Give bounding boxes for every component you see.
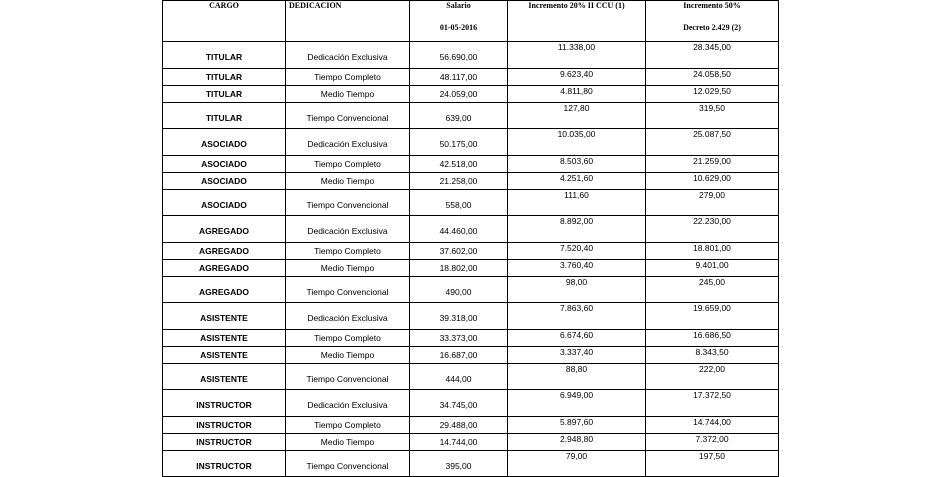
cell-incremento-50: 14.744,00	[646, 417, 779, 434]
table-row	[163, 216, 779, 243]
header-incremento-20: Incremento 20% II CCU (1)	[508, 1, 646, 42]
cell-cargo: ASISTENTE	[163, 330, 286, 347]
cell-salario: 18.802,00	[410, 260, 508, 277]
table-row	[163, 129, 779, 156]
table-row	[163, 243, 779, 260]
cell-salario: 395,00	[410, 451, 508, 477]
header-incremento-50	[646, 1, 779, 42]
cell-dedicacion: Medio Tiempo	[286, 434, 410, 451]
cell-dedicacion: Dedicación Exclusiva	[286, 42, 410, 69]
table-row	[163, 390, 779, 417]
cell-incremento-50: 17.372,50	[646, 390, 779, 417]
cell-cargo: ASOCIADO	[163, 129, 286, 156]
cell-incremento-50: 25.087,50	[646, 129, 779, 156]
cell-incremento-50: 245,00	[646, 277, 779, 303]
cell-incremento-50: 16.686,50	[646, 330, 779, 347]
cell-dedicacion: Dedicación Exclusiva	[286, 303, 410, 330]
table-row	[163, 260, 779, 277]
salary-table	[162, 0, 779, 477]
cell-incremento-20: 5.897,60	[508, 417, 646, 434]
cell-salario: 29.488,00	[410, 417, 508, 434]
cell-incremento-20: 2.948,80	[508, 434, 646, 451]
cell-incremento-20: 4.811,80	[508, 86, 646, 103]
cell-dedicacion: Dedicación Exclusiva	[286, 390, 410, 417]
cell-dedicacion: Dedicación Exclusiva	[286, 129, 410, 156]
cell-incremento-20: 98,00	[508, 277, 646, 303]
table-row	[163, 303, 779, 330]
cell-cargo: TITULAR	[163, 86, 286, 103]
cell-incremento-20: 111,60	[508, 190, 646, 216]
cell-incremento-50: 21.259,00	[646, 156, 779, 173]
cell-salario: 639,00	[410, 103, 508, 129]
cell-incremento-20: 3.760,40	[508, 260, 646, 277]
cell-incremento-20: 88,80	[508, 364, 646, 390]
cell-cargo: TITULAR	[163, 42, 286, 69]
cell-salario: 34.745,00	[410, 390, 508, 417]
cell-incremento-50: 222,00	[646, 364, 779, 390]
cell-salario: 490,00	[410, 277, 508, 303]
cell-cargo: ASOCIADO	[163, 156, 286, 173]
cell-incremento-20: 11.338,00	[508, 42, 646, 69]
header-salario	[410, 1, 508, 42]
cell-salario: 42.518,00	[410, 156, 508, 173]
cell-cargo: ASOCIADO	[163, 173, 286, 190]
cell-dedicacion: Dedicación Exclusiva	[286, 216, 410, 243]
cell-salario: 21.258,00	[410, 173, 508, 190]
header-cargo: CARGO	[163, 1, 286, 42]
header-row	[163, 1, 779, 42]
table-row	[163, 173, 779, 190]
table-row	[163, 69, 779, 86]
header-salario-label: Salario	[446, 1, 471, 10]
cell-incremento-20: 7.863,60	[508, 303, 646, 330]
cell-cargo: INSTRUCTOR	[163, 434, 286, 451]
cell-salario: 16.687,00	[410, 347, 508, 364]
cell-dedicacion: Medio Tiempo	[286, 86, 410, 103]
cell-cargo: ASISTENTE	[163, 303, 286, 330]
cell-incremento-20: 8.503,60	[508, 156, 646, 173]
header-inc50-label: Incremento 50%	[683, 1, 741, 10]
cell-dedicacion: Tiempo Convencional	[286, 190, 410, 216]
table-row	[163, 42, 779, 69]
table-row	[163, 434, 779, 451]
cell-salario: 44.460,00	[410, 216, 508, 243]
table-row	[163, 330, 779, 347]
cell-incremento-20: 10.035,00	[508, 129, 646, 156]
cell-cargo: AGREGADO	[163, 277, 286, 303]
cell-cargo: ASOCIADO	[163, 190, 286, 216]
cell-cargo: AGREGADO	[163, 260, 286, 277]
cell-cargo: INSTRUCTOR	[163, 451, 286, 477]
cell-salario: 48.117,00	[410, 69, 508, 86]
cell-salario: 56.690,00	[410, 42, 508, 69]
cell-incremento-50: 10.629,00	[646, 173, 779, 190]
cell-incremento-50: 7.372,00	[646, 434, 779, 451]
table-row	[163, 417, 779, 434]
cell-dedicacion: Tiempo Convencional	[286, 277, 410, 303]
cell-incremento-20: 7.520,40	[508, 243, 646, 260]
cell-dedicacion: Tiempo Completo	[286, 243, 410, 260]
header-salario-date: 01-05-2016	[439, 23, 478, 32]
cell-salario: 37.602,00	[410, 243, 508, 260]
cell-dedicacion: Medio Tiempo	[286, 260, 410, 277]
cell-salario: 14.744,00	[410, 434, 508, 451]
cell-dedicacion: Tiempo Completo	[286, 156, 410, 173]
cell-incremento-20: 6.949,00	[508, 390, 646, 417]
cell-cargo: INSTRUCTOR	[163, 390, 286, 417]
table-row	[163, 277, 779, 303]
cell-incremento-50: 279,00	[646, 190, 779, 216]
cell-incremento-20: 8.892,00	[508, 216, 646, 243]
cell-incremento-50: 8.343,50	[646, 347, 779, 364]
cell-salario: 50.175,00	[410, 129, 508, 156]
cell-incremento-50: 22.230,00	[646, 216, 779, 243]
cell-incremento-20: 4.251,60	[508, 173, 646, 190]
cell-dedicacion: Tiempo Completo	[286, 330, 410, 347]
cell-dedicacion: Tiempo Convencional	[286, 103, 410, 129]
table-row	[163, 190, 779, 216]
cell-dedicacion: Medio Tiempo	[286, 347, 410, 364]
table-row	[163, 347, 779, 364]
cell-incremento-20: 9.623,40	[508, 69, 646, 86]
cell-salario: 33.373,00	[410, 330, 508, 347]
cell-dedicacion: Tiempo Completo	[286, 69, 410, 86]
cell-incremento-50: 18.801,00	[646, 243, 779, 260]
cell-cargo: INSTRUCTOR	[163, 417, 286, 434]
cell-incremento-20: 127,80	[508, 103, 646, 129]
header-inc50-decree: Decreto 2.429 (2)	[683, 23, 741, 32]
cell-incremento-20: 79,00	[508, 451, 646, 477]
cell-incremento-50: 319,50	[646, 103, 779, 129]
cell-salario: 24.059,00	[410, 86, 508, 103]
cell-incremento-50: 12.029,50	[646, 86, 779, 103]
cell-cargo: AGREGADO	[163, 243, 286, 260]
cell-cargo: TITULAR	[163, 103, 286, 129]
cell-salario: 444,00	[410, 364, 508, 390]
table-row	[163, 451, 779, 477]
cell-cargo: ASISTENTE	[163, 347, 286, 364]
cell-incremento-50: 9.401,00	[646, 260, 779, 277]
cell-dedicacion: Tiempo Convencional	[286, 451, 410, 477]
cell-cargo: ASISTENTE	[163, 364, 286, 390]
cell-salario: 39.318,00	[410, 303, 508, 330]
table-body	[163, 42, 779, 477]
cell-dedicacion: Tiempo Convencional	[286, 364, 410, 390]
cell-cargo: TITULAR	[163, 69, 286, 86]
cell-incremento-20: 3.337,40	[508, 347, 646, 364]
cell-incremento-50: 19.659,00	[646, 303, 779, 330]
cell-incremento-50: 197,50	[646, 451, 779, 477]
cell-dedicacion: Tiempo Completo	[286, 417, 410, 434]
header-dedicacion: DEDICACION	[286, 1, 410, 42]
cell-dedicacion: Medio Tiempo	[286, 173, 410, 190]
cell-incremento-50: 24.058,50	[646, 69, 779, 86]
cell-incremento-20: 6.674,60	[508, 330, 646, 347]
table-row	[163, 86, 779, 103]
table-row	[163, 156, 779, 173]
cell-salario: 558,00	[410, 190, 508, 216]
table-row	[163, 103, 779, 129]
cell-incremento-50: 28.345,00	[646, 42, 779, 69]
cell-cargo: AGREGADO	[163, 216, 286, 243]
table-row	[163, 364, 779, 390]
